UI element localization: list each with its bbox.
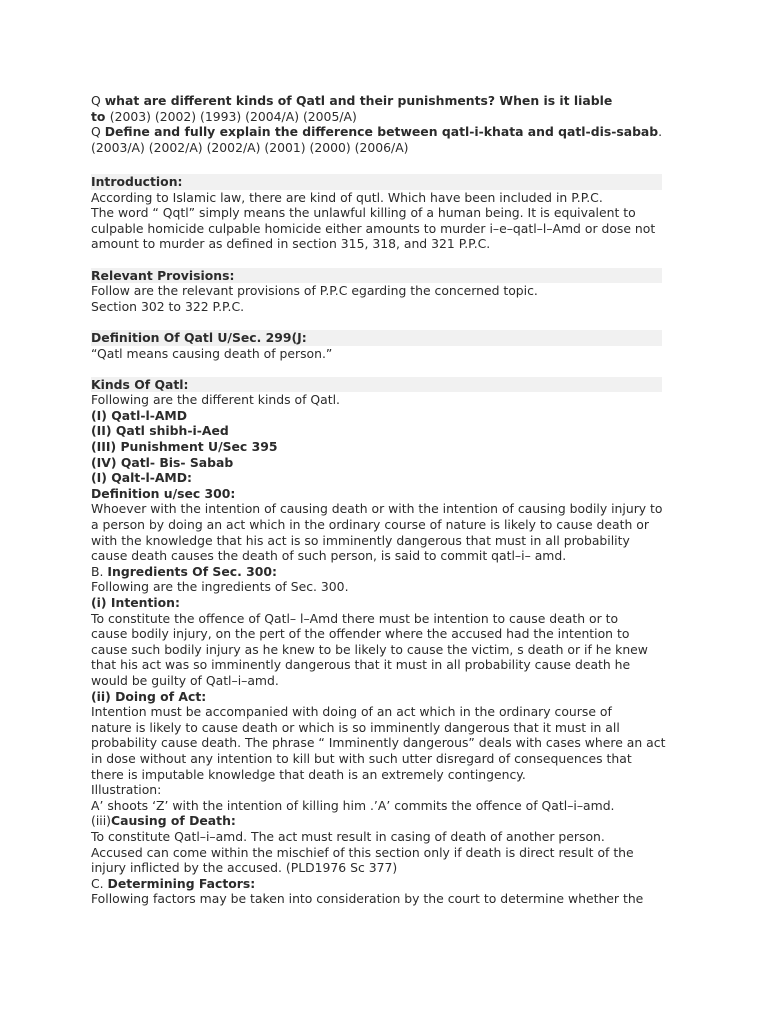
paragraph-line: To constitute the offence of Qatl– l–Amd there must be intention to cause death or to — [91, 610, 619, 626]
subheading-determining-factors — [91, 876, 681, 892]
section-heading-relevant-provisions: Relevant Provisions: — [91, 268, 662, 284]
paragraph-line: Accused can come within the mischief of this section only if death is direct result of the — [91, 844, 634, 860]
subheading-ingredients — [91, 564, 681, 580]
subheading-intention: (i) Intention: — [91, 595, 180, 610]
paragraph-line: Following are the different kinds of Qatl. — [91, 392, 340, 408]
kind-item: (II) Qatl shibh-i-Aed — [91, 423, 229, 439]
kind-item: (IV) Qatl- Bis- Sabab — [91, 454, 234, 470]
paragraph-line: Follow are the relevant provisions of P.P.C egarding the concerned topic. — [91, 283, 538, 299]
paragraph-line: Following factors may be taken into consideration by the court to determine whether the — [91, 891, 644, 907]
subheading-prefix: B. — [91, 563, 108, 579]
paragraph-line: The word “ Qqtl” simply means the unlawful killing of a human being. It is equivalent to — [91, 205, 636, 221]
paragraph-line: cause bodily injury, on the pert of the offender where the accused had the intention to — [91, 626, 630, 642]
paragraph-line: would be guilty of Qatl–i–amd. — [91, 672, 279, 688]
subheading-doing-of-act: (ii) Doing of Act: — [91, 688, 207, 704]
kind-item: (I) Qatl-l-AMD — [91, 407, 188, 423]
question-continuation: to — [91, 108, 110, 124]
section-heading-introduction: Introduction: — [91, 174, 662, 190]
section-heading-kinds: Kinds Of Qatl: — [91, 377, 662, 393]
paragraph-line: To constitute Qatl–i–amd. The act must result in casing of death of another person. — [91, 828, 605, 844]
document-page — [91, 93, 681, 907]
question-text: what are different kinds of Qatl and their punishments? When is it liable — [104, 93, 613, 108]
subheading-prefix: C. — [91, 875, 108, 891]
illustration-text: A’ shoots ‘Z’ with the intention of killing him .’A’ commits the offence of Qatl–i–amd. — [91, 797, 615, 813]
paragraph-line: According to Islamic law, there are kind of qutl. Which have been included in P.P.C. — [91, 189, 603, 205]
subheading-causing-of-death — [91, 813, 681, 829]
subheading-definition-300: Definition u/sec 300: — [91, 485, 236, 501]
question-years: (2003) (2002) (1993) (2004/A) (2005/A) — [109, 108, 357, 124]
question-2-years: (2003/A) (2002/A) (2002/A) (2001) (2000) (2006/A) — [91, 139, 409, 155]
question-2 — [91, 124, 681, 140]
paragraph-line: in dose without any intention to kill but with such utter disregard of consequences that — [91, 750, 632, 766]
paragraph-line: probability cause death. The phrase “ Imminently dangerous” deals with cases where an act — [91, 735, 666, 751]
definition-quote: “Qatl means causing death of person.” — [91, 345, 333, 361]
kind-item: (III) Punishment U/Sec 395 — [91, 439, 278, 455]
paragraph-line: a person by doing an act which in the ordinary course of nature is likely to cause death or — [91, 517, 649, 533]
illustration-label: Illustration: — [91, 782, 162, 798]
question-1 — [91, 93, 681, 109]
question-prefix: Q — [91, 93, 105, 108]
subheading-text: Ingredients Of Sec. 300: — [107, 563, 277, 579]
paragraph-line: Intention must be accompanied with doing of an act which in the ordinary course of — [91, 704, 612, 720]
subheading-text: Determining Factors: — [107, 875, 256, 891]
paragraph-line: amount to murder as defined in section 315, 318, and 321 P.P.C. — [91, 236, 491, 252]
question-suffix: . — [658, 124, 663, 140]
paragraph-line: culpable homicide culpable homicide either amounts to murder i–e–qatl–l–Amd or dose not — [91, 220, 656, 236]
paragraph-line: there is imputable knowledge that death is an extremely contingency. — [91, 766, 526, 782]
section-heading-definition: Definition Of Qatl U/Sec. 299(J: — [91, 330, 662, 346]
paragraph-line: cause death causes the death of such person, is said to commit qatl–i– amd. — [91, 548, 567, 564]
question-1-years — [91, 109, 681, 125]
paragraph-line: that his act was so imminently dangerous that it must in all probability cause death he — [91, 657, 631, 673]
paragraph-line: with the knowledge that his act is so imminently dangerous that must in all probability — [91, 532, 630, 548]
paragraph-line: nature is likely to cause death or which is so imminently dangerous that it must in all — [91, 719, 620, 735]
paragraph-line: Whoever with the intention of causing death or with the intention of causing bodily injury to — [91, 501, 663, 517]
kind-item: (I) Qalt-l-AMD: — [91, 470, 193, 486]
subheading-prefix: (iii) — [91, 813, 111, 829]
paragraph-line: Following are the ingredients of Sec. 300. — [91, 579, 349, 595]
paragraph-line: cause such bodily injury as he knew to be likely to cause the victim, s death or if he knew — [91, 641, 648, 657]
subheading-text: Causing of Death: — [111, 813, 236, 829]
paragraph-line: Section 302 to 322 P.P.C. — [91, 298, 245, 314]
question-text: Define and fully explain the difference between qatl-i-khata and qatl-dis-sabab — [104, 124, 659, 140]
paragraph-line: injury inflicted by the accused. (PLD1976 Sc 377) — [91, 860, 398, 876]
question-prefix: Q — [91, 124, 105, 140]
